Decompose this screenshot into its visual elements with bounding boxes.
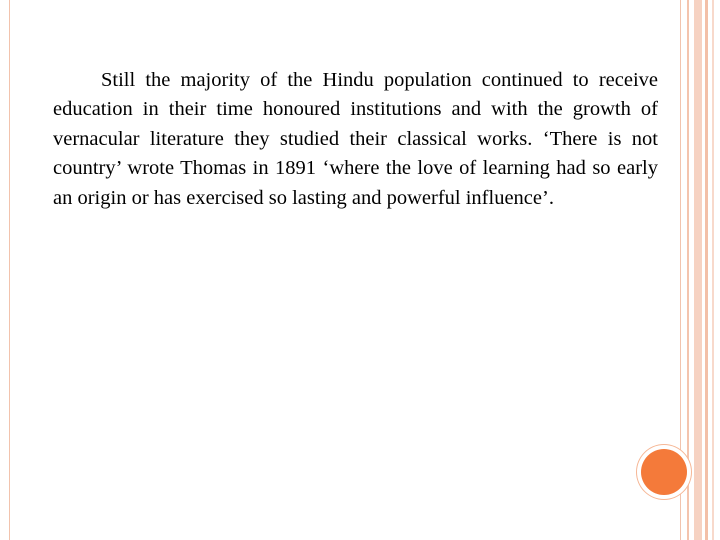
decorative-stripe (705, 0, 708, 540)
decorative-circle (641, 449, 687, 495)
decorative-stripe (687, 0, 689, 540)
decorative-stripe (712, 0, 714, 540)
decorative-stripe (694, 0, 702, 540)
body-paragraph: Still the majority of the Hindu population continued to receive education in their time honoured institutions and with the growth of vernacular literature they studied their classical works. ‘There is not country’ wrote Thomas in 1891 ‘where the love of learning had so early an origin or has exercised so lasting and powerful influence’. (53, 69, 658, 209)
